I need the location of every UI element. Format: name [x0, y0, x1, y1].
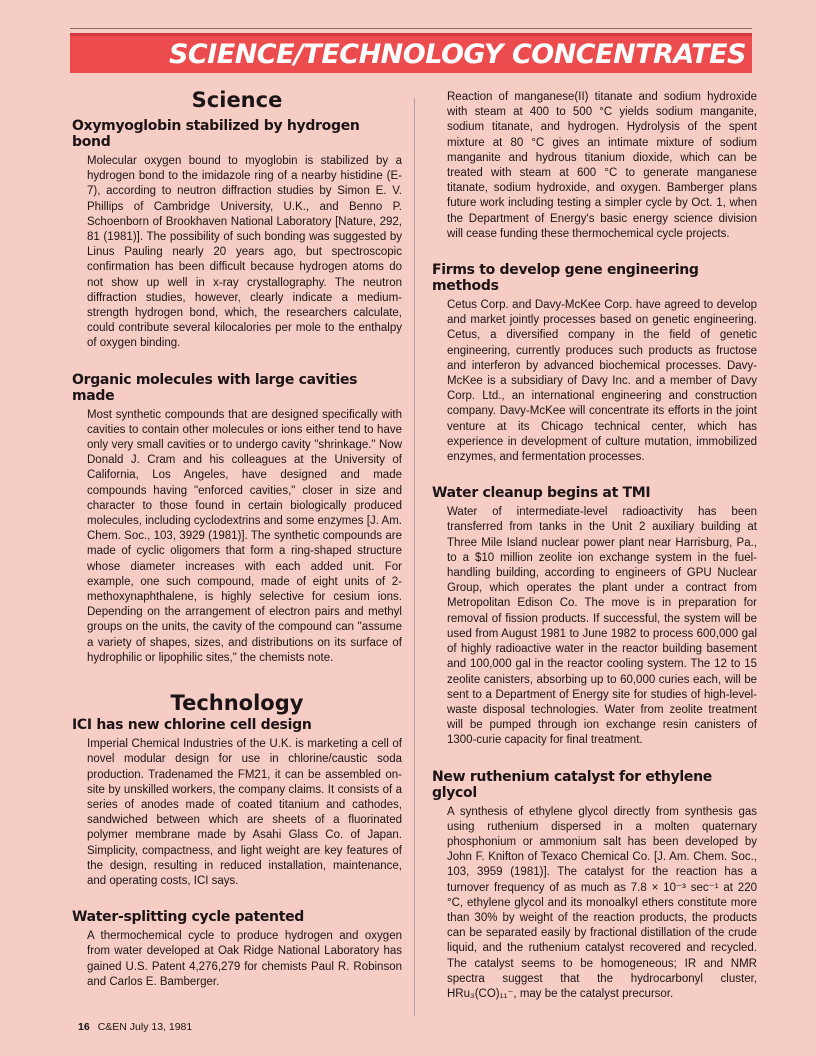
article-title: Water-splitting cycle patented: [72, 909, 305, 926]
right-column: [432, 88, 757, 1002]
page-number: 16: [78, 1021, 90, 1033]
article-body: Water of intermediate-level radioactivity has been transferred from tanks in the Unit 2 auxiliary building at Three Mile Island nuclear power plant near Harrisburg, Pa., to a $10 million zeolite ion exchange system in the fuel-handling building, according to engineers of GPU Nuclear Group, which operates the plant under a contract from Metropolitan Edison Co. The move is in preparation for removal of fission products. If successful, the system will be used from August 1981 to June 1982 to process 600,000 gal of highly radioactive water in the reactor building basement and 100,000 gal in the reactor cooling system. The 12 to 15 zeolite canisters, absorbing up to 60,000 curies each, will be sent to a Department of Energy site for studies of high-level-waste disposal technologies. Water from zeolite treatment will be pumped through ion exchange resin canisters of 1300-curie capacity for final treatment.: [447, 506, 757, 747]
article-body: A thermochemical cycle to produce hydrogen and oxygen from water developed at Oak Ridge National Laboratory has gained U.S. Patent 4,276,279 for chemists Paul R. Robinson and Carlos E. Bamberger.: [87, 930, 402, 988]
article-title: Water cleanup begins at TMI: [432, 485, 651, 502]
science-heading: Science: [191, 88, 283, 112]
article-body: Imperial Chemical Industries of the U.K. is marketing a cell of novel modular design for use in chlorine/caustic soda production. Tradenamed the FM21, it can be assembled on-site by unskilled workers, the company claims. It consists of a series of anodes made of coated titanium and cathodes, sandwiched between which are sheets of a fluorinated polymer membrane made by Asahi Glass Co. of Japan. Simplicity, compactness, and light weight are key features of the design, resulting in reduced installation, maintenance, and operating costs, ICI says.: [87, 738, 402, 887]
article-body: Most synthetic compounds that are designed specifically with cavities to contain other molecules or ions either tend to have only very small cavities or to undergo cavity "shrinkage." Now Donald J. Cram and his colleagues at the University of California, Los Angeles, have designed and made compounds having "enforced cavities," closer in size and character to those found in certain biologically produced molecules, including cyclodextrins and some enzymes [J. Am. Chem. Soc., 103, 3929 (1981)]. The synthetic compounds are made of cyclic oligomers that form a ring-shaped structure whose diameter increases with each added unit. For example, one such compound, made of eight units of 2-methoxynaphthalene, is highly selective for cesium ions. Depending on the arrangement of electron pairs and methyl groups on the units, the cavity of the compound can "assume a variety of shapes, sizes, and distributions on its surface of hydrophilic or lipophilic sites," the chemists note.: [87, 408, 402, 664]
banner: [70, 33, 752, 73]
left-column: [72, 88, 402, 990]
article-body: Molecular oxygen bound to myoglobin is stabilized by a hydrogen bond to the imidazole ring of a nearby histidine (E-7), according to neutron diffraction studies by Simon E. V. Phillips of Cambridge University, U.K., and Benno P. Schoenborn of Brookhaven National Laboratory [Nature, 292, 81 (1981)]. The possibility of such bonding was suggested by Linus Pauling nearly 20 years ago, but spectroscopic confirmation has been difficult because hydrogen atoms do not show up well in x-ray crystallography. The neutron diffraction studies, however, clearly indicate a medium-strength hydrogen bond, which, the researchers calculate, could contribute several kilocalories per mole to the enthalpy of oxygen binding.: [87, 155, 402, 350]
technology-heading: Technology: [170, 691, 304, 716]
article-title: Firms to develop gene engineering methods: [432, 262, 699, 295]
column-rule: [414, 98, 415, 1016]
article-title: New ruthenium catalyst for ethylene glycol: [432, 768, 712, 801]
article-body: Cetus Corp. and Davy-McKee Corp. have agreed to develop and market jointly processes based on genetic engineering. Cetus, a diversified company in the field of genetic engineering, currently produces such products as fructose and interferon by advanced biochemical processes. Davy-McKee is a subsidiary of Davy Inc. and a member of Davy Corp. Ltd., an international engineering and construction company. Davy-McKee will concentrate its efforts in the joint venture at its Chicago technical center, which has experience in development of culture mutation, immobilized enzymes, and fermentation processes.: [447, 299, 757, 464]
article-body-continued: Reaction of manganese(II) titanate and sodium hydroxide with steam at 400 to 500 °C yields sodium manganite, sodium titanate, and hydrogen. Hydrolysis of the spent mixture at 80 °C gives an intimate mixture of sodium manganite and hydrous titanium dioxide, which can be treated with steam at 600 °C to generate manganese titanate, sodium hydroxide, and oxygen. Bamberger plans future work including testing a simpler cycle by Oct. 1, when the Department of Energy's basic energy science division will cease funding these thermochemical cycle projects.: [447, 91, 757, 240]
top-rule: [70, 28, 752, 29]
issue-line: C&EN July 13, 1981: [97, 1021, 193, 1033]
article-body: A synthesis of ethylene glycol directly from synthesis gas using ruthenium dispersed in a molten quaternary phosphonium or ammonium salt has been developed by John F. Knifton of Texaco Chemical Co. [J. Am. Chem. Soc., 103, 3959 (1981)]. The catalyst for the reaction has a turnover frequency of as much as 7.8 × 10⁻³ sec⁻¹ at 220 °C, ethylene glycol and its monoalkyl ethers constitute more than 30% by weight of the reaction products, the products can be separated easily by fractional distillation of the crude liquid, and the ruthenium catalyst recovered and recycled. The catalyst seems to be homogeneous; IR and NMR spectra suggest that the hydrocarbonyl cluster, HRu₃(CO)₁₁⁻, may be the catalyst precursor.: [447, 805, 757, 1000]
article-title: Oxymyoglobin stabilized by hydrogen bond: [72, 118, 360, 150]
article-title: Organic molecules with large cavities made: [72, 371, 358, 404]
page-footer: [78, 1021, 192, 1033]
banner-title: SCIENCE/TECHNOLOGY CONCENTRATES: [168, 39, 746, 70]
article-title: ICI has new chlorine cell design: [72, 717, 312, 734]
